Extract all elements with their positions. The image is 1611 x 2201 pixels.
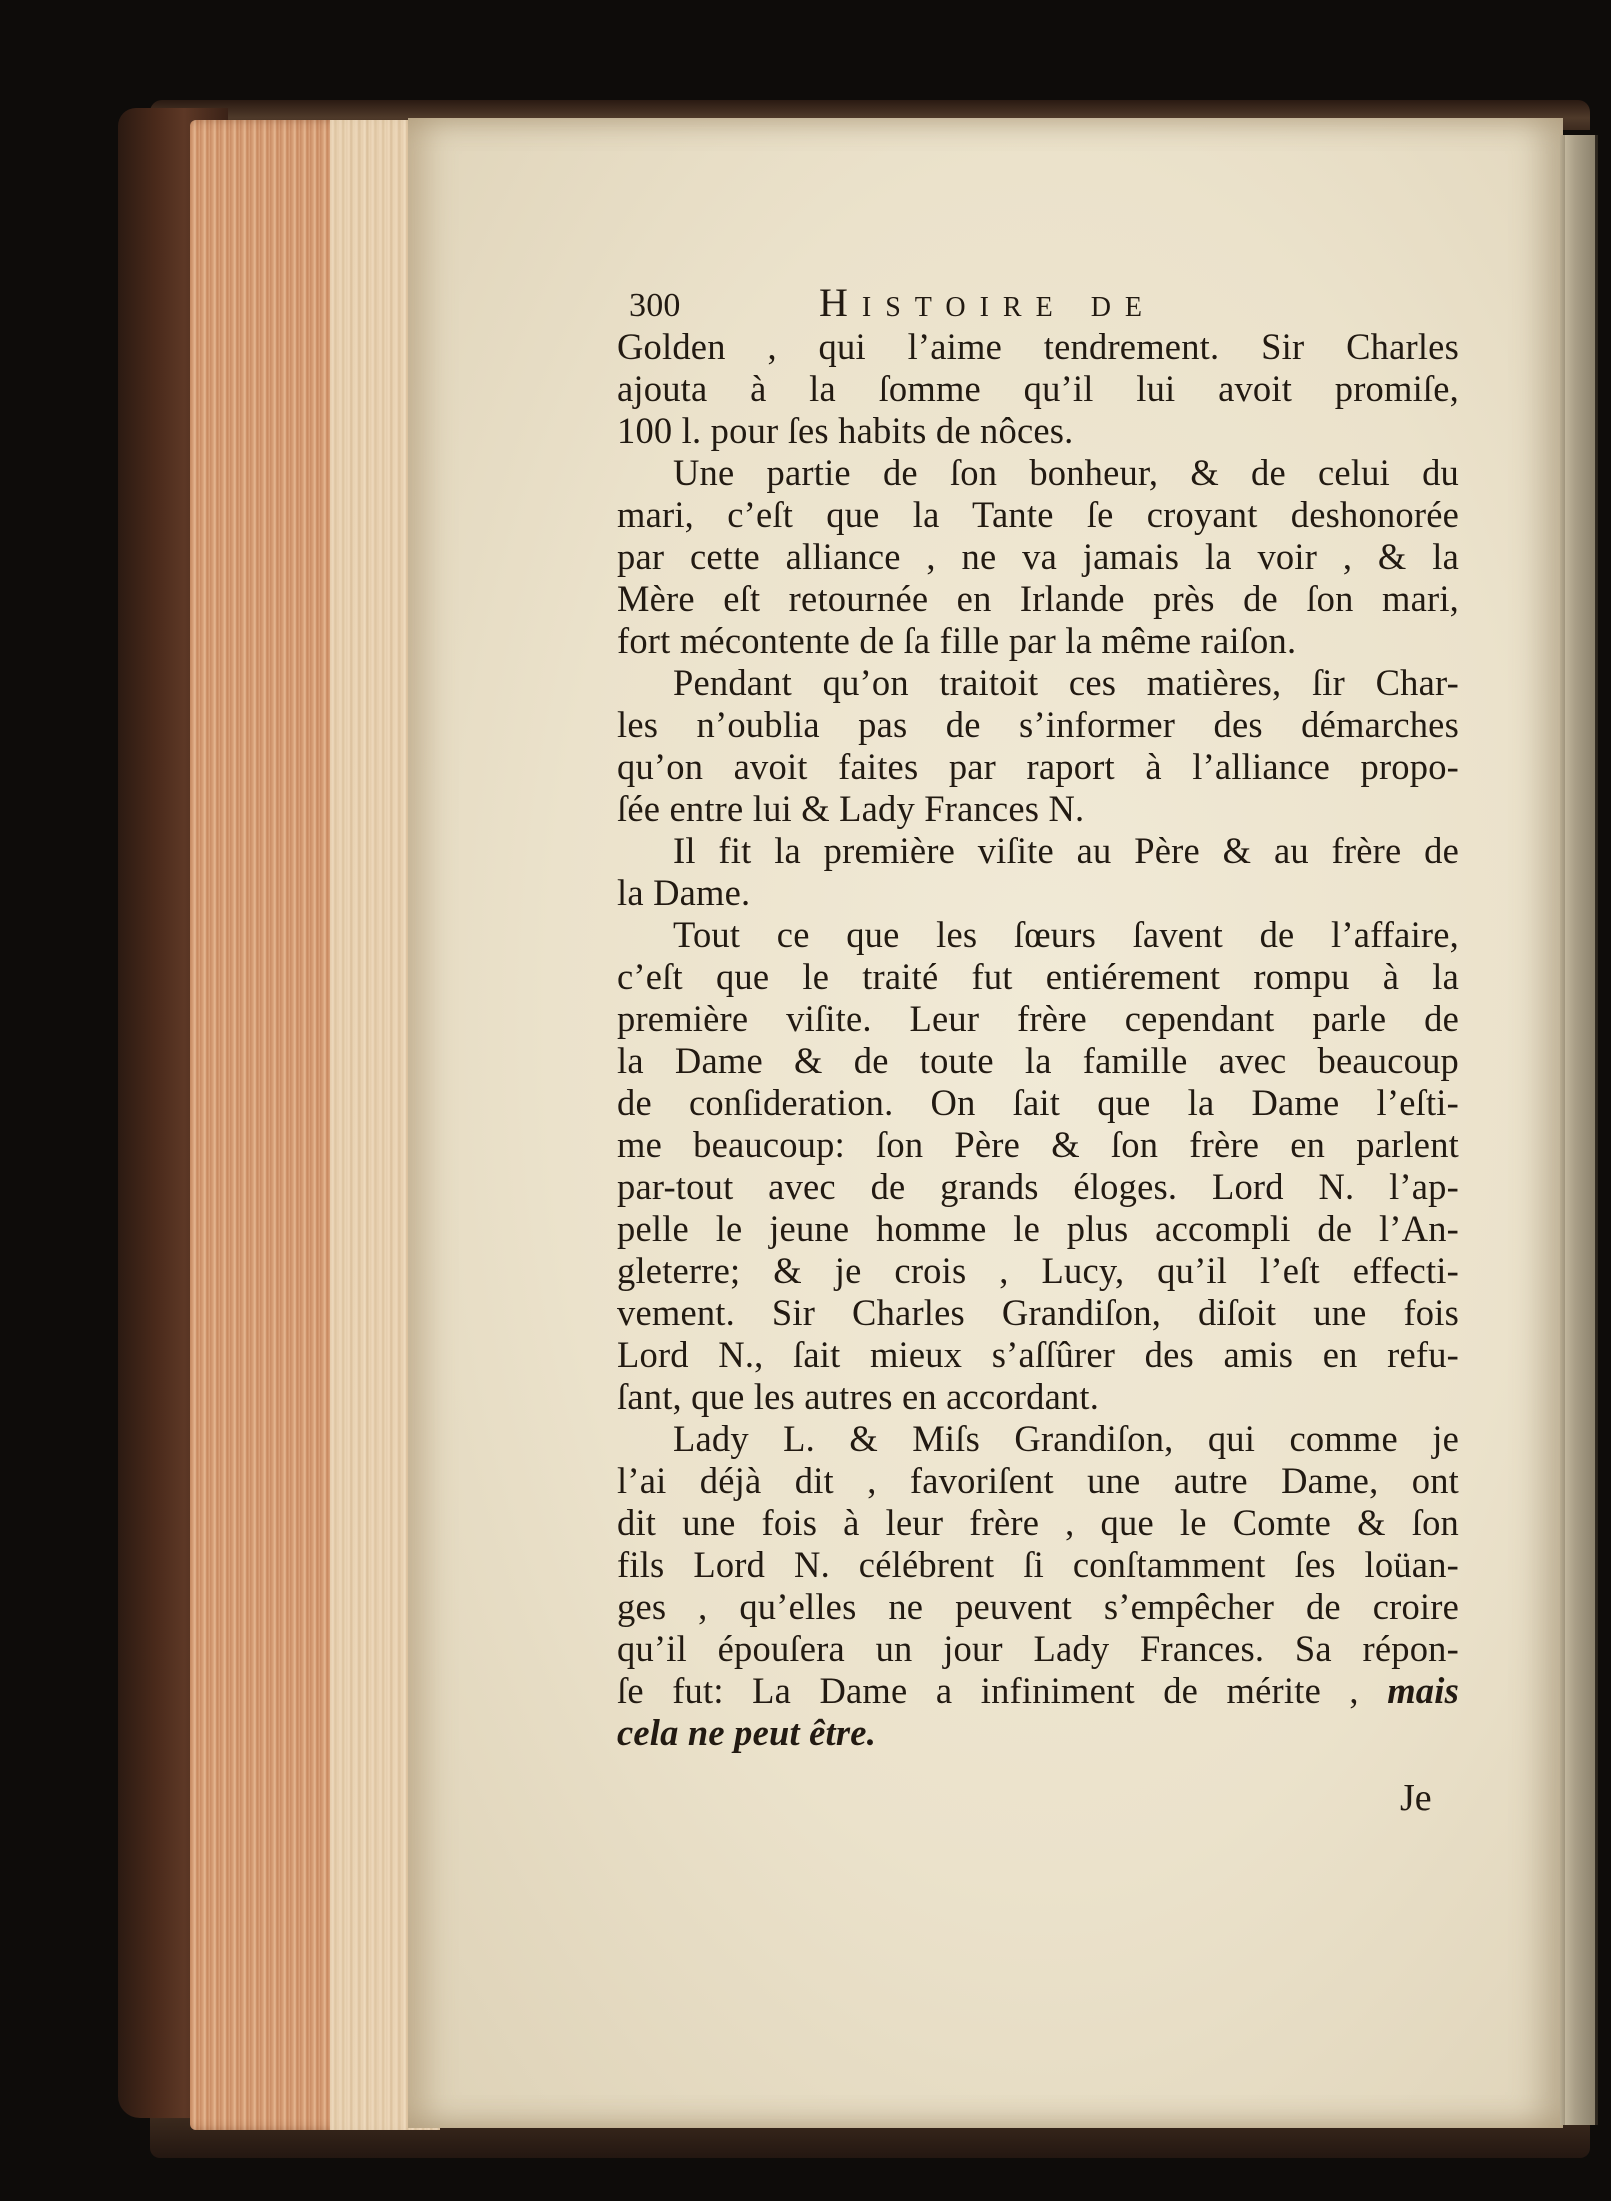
facing-page-sliver <box>1565 135 1595 2125</box>
page-header <box>617 282 1459 324</box>
text-line: ges , qu’elles ne peuvent s’empêcher de croire <box>617 1586 1459 1627</box>
text-line: Une partie de ſon bonheur, & de celui du <box>673 452 1459 493</box>
text-line: fort mécontente de ſa fille par la même raiſon. <box>617 620 1297 661</box>
running-head: Histoire de <box>819 280 1157 325</box>
text-line: l’ai déjà dit , favoriſent une autre Dame, ont <box>617 1460 1459 1501</box>
text-line: mari, c’eſt que la Tante ſe croyant deshonorée <box>617 494 1459 535</box>
text-line: Golden , qui l’aime tendrement. Sir Charles <box>617 326 1459 367</box>
text-line: Pendant qu’on traitoit ces matières, ſir Char- <box>673 662 1459 703</box>
text-line: ſe fut: La Dame a infiniment de mérite , mais <box>617 1670 1459 1711</box>
text-line: me beaucoup: ſon Père & ſon frère en parlent <box>617 1124 1459 1165</box>
text-line: par cette alliance , ne va jamais la voir , & la <box>617 536 1459 577</box>
text-line: ſée entre lui & Lady Frances N. <box>617 788 1085 829</box>
text-line: c’eſt que le traité fut entiérement rompu à la <box>617 956 1459 997</box>
text-line: Tout ce que les ſœurs ſavent de l’affaire, <box>673 914 1459 955</box>
text-line: qu’on avoit faites par raport à l’alliance propo- <box>617 746 1459 787</box>
page-fore-edge <box>190 120 440 2130</box>
body-text <box>617 326 1459 1754</box>
text-line: pelle le jeune homme le plus accompli de l’An- <box>617 1208 1459 1249</box>
text-line: gleterre; & je crois , Lucy, qu’il l’eſt effecti- <box>617 1250 1459 1291</box>
text-line: les n’oublia pas de s’informer des démarches <box>617 704 1459 745</box>
page-number: 300 <box>629 287 681 324</box>
page-text-block <box>617 282 1459 1754</box>
text-line: dit une fois à leur frère , que le Comte & ſon <box>617 1502 1459 1543</box>
text-line: Mère eſt retournée en Irlande près de ſon mari, <box>617 578 1459 619</box>
text-line: la Dame & de toute la famille avec beaucoup <box>617 1040 1459 1081</box>
text-line: ajouta à la ſomme qu’il lui avoit promiſe, <box>617 368 1459 409</box>
text-line: Lady L. & Miſs Grandiſon, qui comme je <box>673 1418 1459 1459</box>
text-line: qu’il épouſera un jour Lady Frances. Sa répon- <box>617 1628 1459 1669</box>
text-line: cela ne peut être. <box>617 1712 877 1753</box>
text-line: fils Lord N. célébrent ſi conſtamment ſes loüan- <box>617 1544 1459 1585</box>
text-line: vement. Sir Charles Grandiſon, diſoit une fois <box>617 1292 1459 1333</box>
catchword: Je <box>1400 1777 1432 1819</box>
text-line: la Dame. <box>617 872 751 913</box>
text-line: 100 l. pour ſes habits de nôces. <box>617 410 1074 451</box>
text-line: ſant, que les autres en accordant. <box>617 1376 1100 1417</box>
text-line: de conſideration. On ſait que la Dame l’eſti- <box>617 1082 1459 1123</box>
text-line: Lord N., ſait mieux s’aſſûrer des amis en refu- <box>617 1334 1459 1375</box>
text-line: Il fit la première viſite au Père & au frère de <box>673 830 1459 871</box>
text-line: première viſite. Leur frère cependant parle de <box>617 998 1459 1039</box>
text-line: par-tout avec de grands éloges. Lord N. l’ap- <box>617 1166 1459 1207</box>
